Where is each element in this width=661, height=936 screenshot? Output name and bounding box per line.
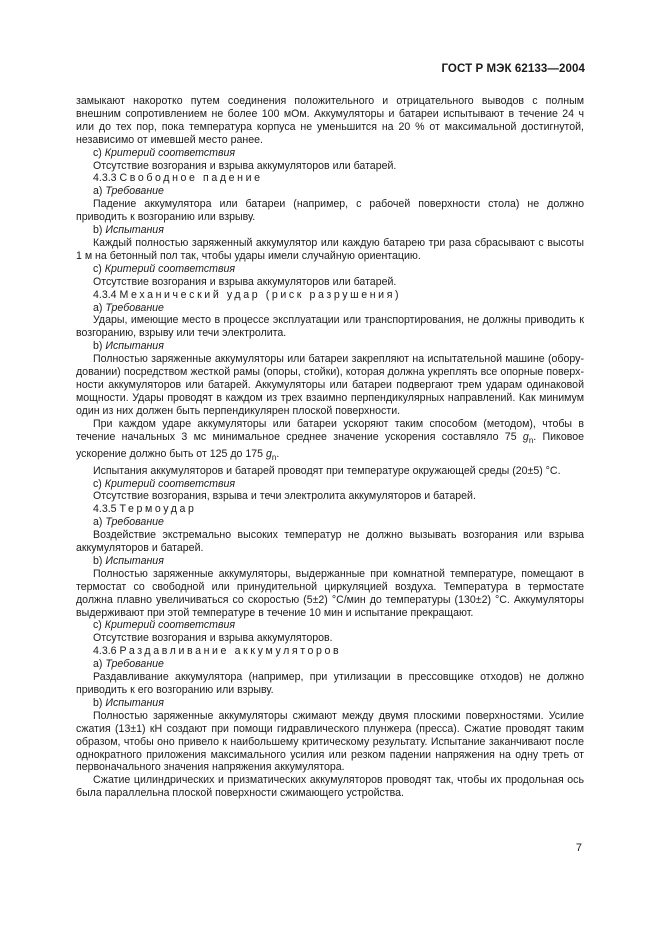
paragraph	[76, 353, 584, 418]
text-run: Отсутствие возгорания и взрыва аккумуляторов.	[93, 632, 333, 645]
text-run: Испытания аккумуляторов и батарей проводят при температуре окружающей среды (20±5) °С.	[93, 464, 561, 477]
text-run: b)	[93, 554, 106, 567]
paragraph	[76, 490, 584, 503]
subsection-label: Испытания	[105, 554, 164, 567]
document-header: ГОСТ Р МЭК 62133—2004	[441, 63, 585, 75]
paragraph	[76, 645, 584, 658]
paragraph	[76, 568, 584, 620]
paragraph	[76, 263, 584, 276]
subsection-label: Требование	[105, 301, 164, 314]
section-title: Раздавливание аккумуляторов	[119, 645, 342, 658]
paragraph	[76, 774, 584, 800]
section-title: Термоудар	[119, 503, 197, 516]
text-run: c)	[93, 262, 105, 275]
text-run: Каждый полностью заряженный аккумулятор или каждую батарею три раза сбрасывают с высоты 1 м на бетонный пол так, чтобы удары имели случайную ориентацию.	[76, 236, 584, 262]
text-run: c)	[93, 146, 105, 159]
subscript: n	[271, 452, 277, 462]
subsection-label: Критерий соответствия	[104, 146, 236, 159]
paragraph	[76, 289, 584, 302]
text-run: Отсутствие возгорания, взрыва и течи электролита аккумуляторов и батарей.	[93, 490, 476, 503]
subscript: n	[528, 435, 534, 445]
text-run: замыкают накоротко путем соединения положительного и отрицательного выводов с полным внешним сопротивлением не более 100 мОм. Аккумуляторы и батареи испытывают в течение 24 ч или до тех пор, пока температура корпуса не уменьшится на 20 % от максимальной достигнутой, независимо от имевшей место ранее.	[76, 95, 584, 146]
paragraph	[76, 185, 584, 198]
subsection-label: Требование	[105, 658, 164, 671]
paragraph	[76, 276, 584, 289]
paragraph	[76, 503, 584, 516]
text-run: Воздействие экстремально высоких температур не должно вызывать возгорания или взрыва аккумуляторов и батарей.	[76, 529, 584, 555]
subsection-label: Требование	[105, 185, 164, 198]
paragraph	[76, 619, 584, 632]
paragraph	[76, 314, 584, 340]
paragraph	[76, 710, 584, 775]
text-run: a)	[93, 301, 106, 314]
text-run: . Пиковое ускорение должно быть от 125 до 175	[76, 430, 584, 460]
document-body	[76, 95, 584, 800]
text-run: 4.3.3	[93, 172, 120, 185]
text-run: Падение аккумулятора или батареи (например, с рабочей поверхности стола) не должно приводить к возгоранию или взрыву.	[76, 198, 584, 224]
paragraph	[76, 224, 584, 237]
subsection-label: Критерий соответствия	[104, 262, 236, 275]
text-run: 4.3.4	[93, 288, 120, 301]
symbol: g	[522, 430, 529, 443]
paragraph	[76, 198, 584, 224]
section-title: Механический удар (риск разрушения)	[119, 288, 402, 301]
subsection-label: Испытания	[105, 340, 164, 353]
paragraph	[76, 478, 584, 491]
paragraph	[76, 302, 584, 315]
paragraph	[76, 172, 584, 185]
paragraph	[76, 418, 584, 465]
paragraph	[76, 529, 584, 555]
text-run: .	[276, 447, 280, 460]
paragraph	[76, 516, 584, 529]
text-run: b)	[93, 340, 106, 353]
text-run: Полностью заряженные аккумуляторы, выдержанные при комнатной температуре, помещают в термостат со свободной или принудительной циркуляцией воздуха. Температура в термостате должна плавно увеличиваться со скоростью (5±2) °С/мин до температуры (130±2) °С. Аккумуляторы выдерживают при этой температуре в течение 10 мин и испытание прекращают.	[76, 567, 584, 619]
paragraph	[76, 697, 584, 710]
subsection-label: Критерий соответствия	[104, 477, 236, 490]
paragraph	[76, 555, 584, 568]
text-run: b)	[93, 224, 106, 237]
text-run: a)	[93, 658, 106, 671]
paragraph	[76, 671, 584, 697]
paragraph	[76, 658, 584, 671]
paragraph	[76, 340, 584, 353]
text-run: a)	[93, 185, 106, 198]
subsection-label: Критерий соответствия	[104, 619, 236, 632]
text-run: 4.3.5	[93, 503, 120, 516]
text-run: Полностью заряженные аккумуляторы или батареи закрепляют на испытательной машине (оборудовании) посредством жесткой рамы (опоры, стойки), которая должна укреплять все опорные поверхности аккумуляторов или батарей. Аккумуляторы или батареи подвергают трем ударам одинаковой мощности. Удары проводят в каждом из трех взаимно перпендикулярных направлений. Как минимум один из них должен быть перпендикулярен плоской поверхности.	[76, 353, 584, 417]
page-number: 7	[575, 842, 582, 854]
text-run: При каждом ударе аккумуляторы или батареи ускоряют таким способом (методом), чтобы в течение начальных 3 мс минимальное среднее значение ускорения составляло 75	[76, 417, 584, 443]
text-run: Полностью заряженные аккумуляторы сжимают между двумя плоскими поверхностями. Усилие сжатия (13±1) кН создают при помощи гидравлического плунжера (пресса). Сжатие проводят таким образом, чтобы оно привело к наибольшему критическому результату. Испытание заканчивают после однократного приложения максимального усилия или резком падении напряжения на одну треть от первоначального значения напряжения аккумулятора.	[76, 709, 584, 774]
subsection-label: Испытания	[105, 696, 164, 709]
text-run: Отсутствие возгорания и взрыва аккумуляторов или батарей.	[93, 275, 397, 288]
text-run: a)	[93, 516, 106, 529]
section-title: Свободное падение	[119, 172, 263, 185]
paragraph	[76, 147, 584, 160]
subsection-label: Требование	[105, 516, 164, 529]
text-run: c)	[93, 619, 105, 632]
text-run: Сжатие цилиндрических и призматических аккумуляторов проводят так, чтобы их продольная ось была параллельна плоской поверхности сжимающего устройства.	[76, 774, 584, 800]
paragraph	[76, 95, 584, 147]
symbol: g	[266, 447, 272, 460]
text-run: Отсутствие возгорания и взрыва аккумуляторов или батарей.	[93, 159, 397, 172]
text-run: Раздавливание аккумулятора (например, при утилизации в прессовщике отходов) не должно приводить к его возгоранию или взрыву.	[76, 671, 584, 696]
text-run: 4.3.6	[93, 645, 120, 658]
paragraph	[76, 465, 584, 478]
paragraph	[76, 160, 584, 173]
paragraph	[76, 237, 584, 263]
text-run: c)	[93, 477, 105, 490]
text-run: b)	[93, 696, 106, 709]
text-run: Удары, имеющие место в процессе эксплуатации или транспортирования, не должны приводить к возгоранию, взрыву или течи электролита.	[76, 314, 584, 340]
paragraph	[76, 632, 584, 645]
subsection-label: Испытания	[105, 224, 164, 237]
